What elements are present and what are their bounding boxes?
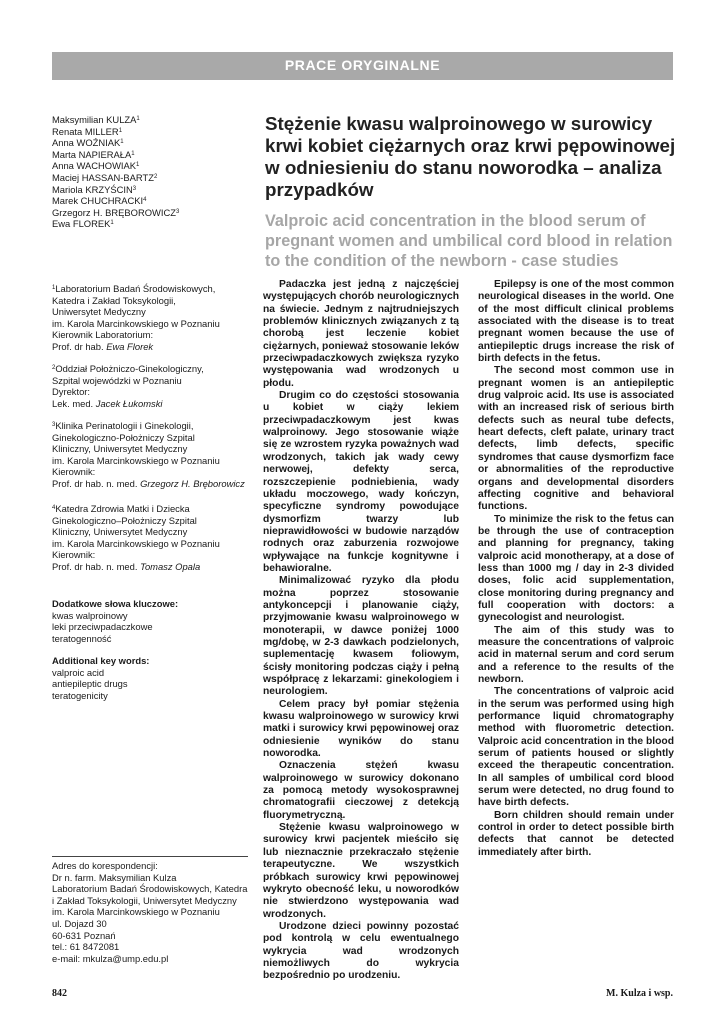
abstract-paragraph: Padaczka jest jedną z najczęściej występujących chorób neurologicznych na świecie. Jednym z najtrudniejszych problemów klinicznych związanych z tą chorobą jest leczenie kobiet ciężarnych, ponieważ stosowanie leków przeciwpadaczkowych zwiększa ryzyko występowania wad wrodzonych u płodu. bbox=[263, 279, 459, 389]
affiliation-4: $^4$Katedra Zdrowia Matki i Dziecka Ginekologiczno–Położniczy Szpital Kliniczny, Uniwersytet Medyczny im. Karola Marcinkowskiego w Poznaniu Kierownik: Prof. dr hab. n. med. Tomasz Opala bbox=[52, 503, 220, 572]
author: Anna WOŹNIAK$^1$ bbox=[52, 137, 124, 149]
abstract-paragraph: The aim of this study was to measure the concentrations of valproic acid in maternal serum and cord serum and a reference to the results of the newborn. bbox=[478, 624, 674, 685]
author: Marta NAPIERAŁA$^1$ bbox=[52, 148, 135, 160]
abstract-english bbox=[478, 279, 674, 859]
page-number: 842 bbox=[52, 988, 67, 999]
abstract-paragraph: To minimize the risk to the fetus can be through the use of contraception and planning for pregnancy, taking valproic acid monotherapy, at a dose of less than 1000 mg / day in 2-3 divided doses, folic acid supplementation, close monitoring during pregnancy and full cooperation with doctors: a gynecologist and neurologist. bbox=[478, 513, 674, 624]
abstract-paragraph: Stężenie kwasu walproinowego w surowicy krwi pacjentek mieściło się lub nieznacznie przekraczało stężenie terapeutyczne. We wszystkich próbkach surowicy krwi pępowinowej wykryto obecność leku, u noworodków nie stwierdzono występowania wad wrodzonych. bbox=[263, 822, 459, 920]
abstract-paragraph: Epilepsy is one of the most common neurological diseases in the world. One of the most difficult clinical problems associated with the disease is to treat pregnant women because the use of antiepileptic drugs increase the risk of birth defects in the fetus. bbox=[478, 279, 674, 365]
abstract-paragraph: Drugim co do częstości stosowania u kobiet w ciąży lekiem przeciwpadaczkowym jest kwas walproinowy. Jego stosowanie wiąże się ze wzrostem ryzyka poważnych wad wrodzonych, takich jak wady cewy nerwowej, defekty serca, rozszczepienie podniebienia, wady układu moczowego, wady kończyn, specyficzne syndromy powodujące dysmorfizm twarzy lub nieprawidłowości w budowie narządów rodnych oraz zaburzenia rozwojowe wpływające na funkcje kognitywne i behawioralne. bbox=[263, 390, 459, 574]
author: Grzegorz H. BRĘBOROWICZ$^3$ bbox=[52, 206, 180, 218]
affiliation-1: $^1$Laboratorium Badań Środowiskowych, Katedra i Zakład Toksykologii, Uniwersytet Medyczny im. Karola Marcinkowskiego w Poznaniu Kierownik Laboratorium: Prof. dr hab. Ewa Florek bbox=[52, 283, 220, 352]
keywords-polish: Dodatkowe słowa kluczowe: kwas walproinowy leki przeciwpadaczkowe teratogenność bbox=[52, 598, 179, 644]
abstract-paragraph: Born children should remain under control in order to detect possible birth defects that cannot be detected immediately after birth. bbox=[478, 809, 674, 858]
author: Renata MILLER$^1$ bbox=[52, 125, 123, 137]
abstract-paragraph: Oznaczenia stężeń kwasu walproinowego w surowicy dokonano za pomocą metody wysokosprawnej chromatografii cieczowej z detekcją fluorymetryczną. bbox=[263, 760, 459, 821]
keywords-english: Additional key words: valproic acid antiepileptic drugs teratogenicity bbox=[52, 655, 150, 701]
author-list bbox=[52, 114, 252, 230]
abstract-paragraph: Urodzone dzieci powinny pozostać pod kontrolą w celu ewentualnego wykrycia wad wrodzonych niemożliwych do wykrycia bezpośrednio po urodzeniu. bbox=[263, 920, 459, 982]
author: Maksymilian KULZA$^1$ bbox=[52, 114, 140, 125]
affiliation-2: $^2$Oddział Położniczo-Ginekologiczny, Szpital wojewódzki w Poznaniu Dyrektor: Lek. med. Jacek Łukomski bbox=[52, 363, 204, 409]
abstract-polish bbox=[263, 279, 459, 983]
abstract-paragraph: The second most common use in pregnant women is an antiepileptic drug valproic acid. Its use is associated with an increased risk of serious birth defects such as neural tube defects, heart defects, cleft palate, urinary tract defects, limb defects, specific syndromes that cause dysmorfizm face or abnormalities of the reproductive organs and developmental disorders affecting cognitive and behavioral functions. bbox=[478, 365, 674, 513]
article-title-polish: Stężenie kwasu walproinowego w surowicy krwi kobiet ciężarnych oraz krwi pępowinowej w odniesieniu do stanu noworodka – analiza przypadków bbox=[265, 113, 676, 200]
abstract-paragraph: Minimalizować ryzyko dla płodu można poprzez stosowanie antykoncepcji i planowanie ciąży, przyjmowanie kwasu walproinowego w monoterapii, w dawce poniżej 1000 mg/dobę, w 2-3 dawkach podzielonych, suplementację kwasem foliowym, ścisły monitoring podczas ciąży i pełną współpracę z lekarzami: ginekologiem i neurologiem. bbox=[263, 575, 459, 698]
running-author: M. Kulza i wsp. bbox=[606, 988, 673, 999]
author: Ewa FLOREK$^1$ bbox=[52, 218, 114, 230]
author: Anna WACHOWIAK$^1$ bbox=[52, 160, 140, 172]
section-header: PRACE ORYGINALNE bbox=[52, 52, 673, 80]
author: Maciej HASSAN-BARTZ$^2$ bbox=[52, 171, 158, 183]
affiliation-3: $^3$Klinika Perinatologii i Ginekologii, Ginekologiczno-Położniczy Szpital Kliniczny, Uniwersytet Medyczny im. Karola Marcinkowskiego w Poznaniu Kierownik: Prof. dr hab. n. med. Grzegorz H. Bręborowicz bbox=[52, 420, 245, 489]
author: Marek CHUCHRACKI$^4$ bbox=[52, 195, 147, 207]
correspondence-address: Adres do korespondencji: Dr n. farm. Maksymilian Kulza Laboratorium Badań Środowiskowych, Katedra i Zakład Toksykologii, Uniwersytet Medyczny im. Karola Marcinkowskiego w Poznaniu ul. Dojazd 30 60-631 Poznań tel.: 61 8472081 e-mail: mkulza@ump.edu.pl bbox=[52, 856, 248, 964]
article-title-english: Valproic acid concentration in the blood serum of pregnant women and umbilical cord blood in relation to the condition of the newborn - case studies bbox=[265, 212, 673, 270]
abstract-paragraph: The concentrations of valproic acid in the serum was performed using high performance liquid chromatography method with fluorometric detection. Valproic acid concentration in the blood serum of patients housed or slightly exceed the therapeutic concentration. In all samples of umbilical cord blood serum were detected, no drug found to have birth defects. bbox=[478, 686, 674, 809]
abstract-paragraph: Celem pracy był pomiar stężenia kwasu walproinowego w surowicy krwi matki i surowicy krwi pępowinowej oraz odniesienie wyników do stanu noworodka. bbox=[263, 698, 459, 760]
author: Mariola KRZYŚCIN$^3$ bbox=[52, 183, 137, 195]
